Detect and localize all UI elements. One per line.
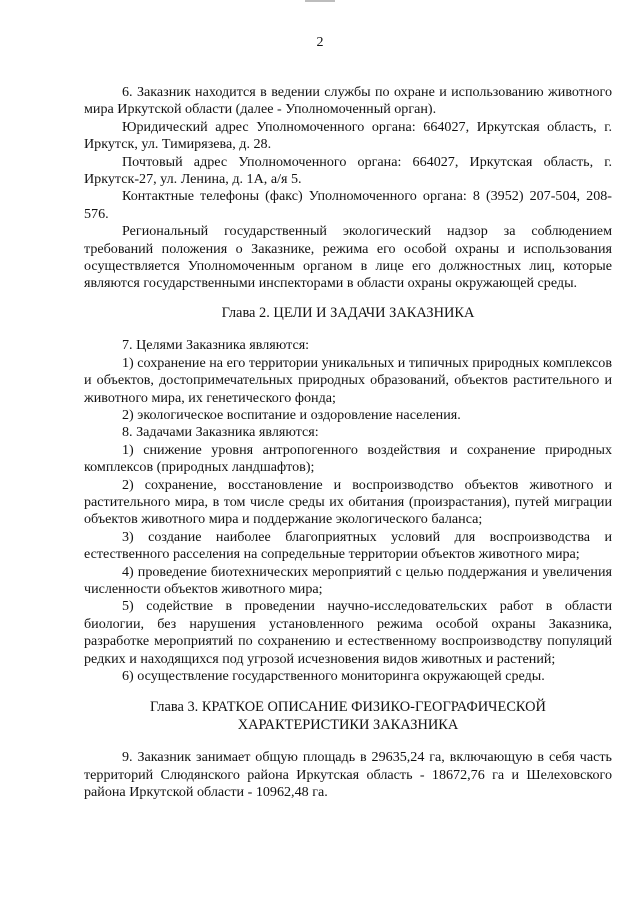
scan-artifact	[305, 0, 335, 2]
task-item-4: 4) проведение биотехнических мероприятий с целью поддержания и увеличения численности объектов животного мира;	[84, 563, 612, 597]
paragraph-9: 9. Заказник занимает общую площадь в 29635,24 га, включающую в себя часть территорий Слюдянского района Иркутская область - 18672,76 га и Шелеховского района Иркутской области - 10962,48 га.	[84, 749, 612, 801]
goal-item-1: 1) сохранение на его территории уникальных и типичных природных комплексов и объектов, достопримечательных природных образований, объектов растительного и животного мира, их генетического фонда;	[84, 354, 612, 406]
paragraph-7: 7. Целями Заказника являются:	[122, 337, 310, 354]
chapter-2-heading: Глава 2. ЦЕЛИ И ЗАДАЧИ ЗАКАЗНИКА	[221, 304, 475, 321]
paragraph-6: 6. Заказник находится в ведении службы по охране и использованию животного мира Иркутской области (далее - Уполномоченный орган).	[84, 84, 612, 118]
paragraph-supervision: Региональный государственный экологический надзор за соблюдением требований положения о Заказнике, режима его особой охраны и использования осуществляется Уполномоченным органом в лице его должностных лиц, которые являются государственными инспекторами в области охраны окружающей среды.	[84, 223, 612, 292]
task-item-3: 3) создание наиболее благоприятных условий для воспроизводства и естественного расселения на сопредельные территории объектов животного мира;	[84, 528, 612, 563]
task-item-1: 1) снижение уровня антропогенного воздействия и сохранение природных комплексов (природных ландшафтов);	[84, 441, 612, 476]
paragraph-legal-address: Юридический адрес Уполномоченного органа: 664027, Иркутская область, г. Иркутск, ул. Тимирязева, д. 28.	[84, 118, 612, 153]
task-item-6: 6) осуществление государственного мониторинга окружающей среды.	[122, 668, 545, 684]
chapter-3-heading	[84, 699, 612, 734]
paragraph-8: 8. Задачами Заказника являются:	[122, 424, 319, 441]
document-body	[84, 84, 612, 801]
paragraph-postal-address: Почтовый адрес Уполномоченного органа: 664027, Иркутская область, г. Иркутск-27, ул. Ленина, д. 1А, а/я 5.	[84, 153, 612, 188]
paragraph-contact-phones: Контактные телефоны (факс) Уполномоченного органа: 8 (3952) 207-504, 208-576.	[84, 188, 612, 222]
chapter-3-heading-line-1: Глава 3. КРАТКОЕ ОПИСАНИЕ ФИЗИКО-ГЕОГРАФИЧЕСКОЙ	[150, 699, 546, 716]
task-item-2: 2) сохранение, восстановление и воспроизводство объектов животного и растительного мира, в том числе среды их обитания (произрастания), путей миграции объектов животного мира и поддержание экологического баланса;	[84, 476, 612, 528]
chapter-3-heading-line-2: ХАРАКТЕРИСТИКИ ЗАКАЗНИКА	[237, 716, 459, 733]
page-number: 2	[316, 35, 324, 50]
goal-item-2: 2) экологическое воспитание и оздоровление населения.	[122, 406, 461, 423]
task-item-5: 5) содействие в проведении научно-исследовательских работ в области биологии, без нарушения установленного режима особой охраны Заказника, разработке мероприятий по сохранению и естественному воспроизводству популяций редких и находящихся под угрозой исчезновения видов животных и растений;	[84, 598, 612, 667]
